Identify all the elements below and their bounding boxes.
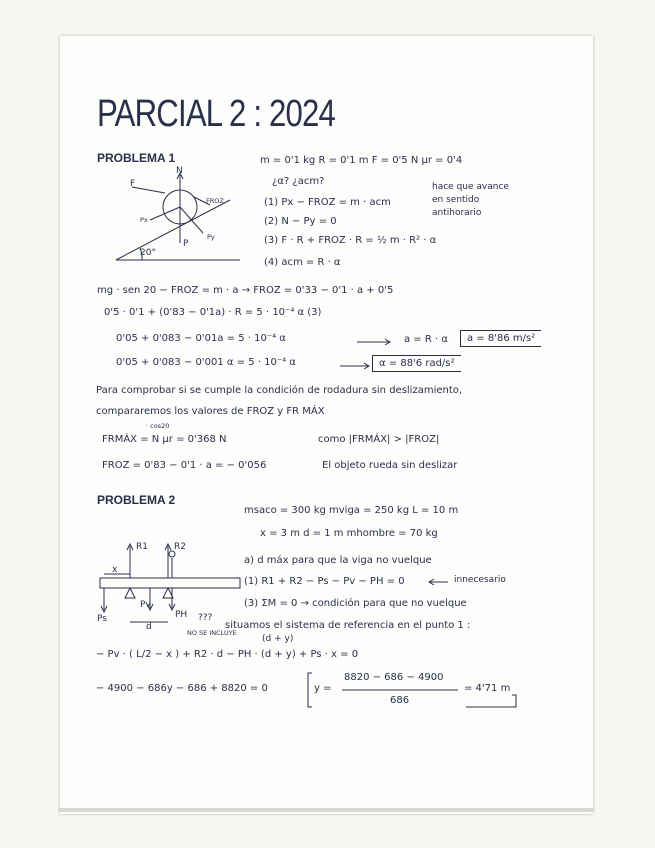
result-box (306, 671, 522, 711)
work-line-2: 0'5 · 0'1 + (0'83 − 0'1a) · R = 5 · 10⁻⁴ α (3) (104, 307, 322, 318)
direction-note-line2: en sentido (432, 195, 480, 205)
y-label: y = (314, 683, 332, 694)
label-d: d (146, 622, 152, 632)
implies-arrow-1 (357, 337, 397, 347)
margin-note: NO SE INCLUYE (187, 629, 237, 637)
page-shadow-edge (58, 808, 594, 812)
conclusion-line: El objeto rueda sin deslizar (322, 460, 458, 471)
equation-2: (2) N − Py = 0 (264, 216, 337, 227)
direction-note-line1: hace que avance (432, 182, 509, 192)
px-arrow (150, 207, 180, 220)
equation-3: (3) F · R + FROZ · R = ½ m · R² · α (264, 235, 437, 246)
label-ph: PH (175, 610, 188, 620)
label-angle: 20° (140, 248, 156, 258)
problem2-givens-1: msaco = 300 kg mviga = 250 kg L = 10 m (244, 505, 459, 516)
work-line-4: 0'05 + 0'083 − 0'001 α = 5 · 10⁻⁴ α (116, 357, 296, 368)
reference-line: situamos el sistema de referencia en el punto 1 : (225, 620, 471, 631)
result-acceleration: a = 8'86 m/s² (460, 330, 541, 347)
moment-equation: − Pv · ( L/2 − x ) + R2 · d − PH · (d + y) + Ps · x = 0 (96, 649, 359, 660)
work-line-1: mg · sen 20 − FROZ = m · a → FROZ = 0'33 − 0'1 · a + 0'5 (97, 285, 394, 296)
fraction-numerator: 8820 − 686 − 4900 (344, 672, 444, 683)
label-n: N (176, 166, 183, 176)
equilibrium-eq-3: (3) ΣM = 0 → condición para que no vuelque (244, 598, 467, 609)
label-pv: Pv (140, 600, 151, 610)
final-result: = 4'71 m (464, 683, 511, 694)
problem2-heading: PROBLEMA 2 (97, 493, 176, 507)
direction-note-line3: antihorario (432, 208, 482, 218)
label-r1: R1 (136, 542, 148, 552)
py-arrow (180, 207, 203, 233)
equation-4: (4) acm = R · α (264, 257, 341, 268)
fraction-denominator: 686 (390, 695, 410, 706)
problem1-question: ¿α? ¿acm? (272, 176, 325, 187)
equilibrium-eq-1: (1) R1 + R2 − Ps − Pv − PH = 0 (244, 576, 405, 587)
check-line-1: Para comprobar si se cumple la condición de rodadura sin deslizamiento, (96, 385, 463, 396)
beam-diagram (96, 538, 246, 638)
check-line-2: compararemos los valores de FROZ y FR MÁX (96, 406, 325, 417)
problem1-givens: m = 0'1 kg R = 0'1 m F = 0'5 N μr = 0'4 (260, 155, 463, 166)
label-py: Py (207, 233, 215, 241)
problem2-givens-2: x = 3 m d = 1 m mhombre = 70 kg (260, 528, 438, 539)
support-1 (125, 588, 135, 598)
label-ps: Ps (97, 614, 107, 624)
numeric-equation: − 4900 − 686y − 686 + 8820 = 0 (96, 683, 268, 694)
question-marks: ??? (198, 613, 213, 623)
unnecessary-arrow (428, 577, 452, 587)
equation-1: (1) Px − FROZ = m · acm (264, 197, 391, 208)
page-title: PARCIAL 2 : 2024 (97, 93, 336, 135)
work-line-3: 0'05 + 0'083 − 0'01a = 5 · 10⁻⁴ α (116, 333, 286, 344)
force-arrow (132, 187, 165, 193)
unnecessary-note: innecesario (454, 575, 506, 585)
dy-note: (d + y) (262, 634, 294, 644)
problem1-heading: PROBLEMA 1 (97, 151, 176, 165)
label-froz: FROZ (206, 197, 224, 205)
label-p: P (183, 239, 189, 249)
comparison-line: como |FRMÁX| > |FROZ| (318, 434, 440, 445)
label-x: x (112, 565, 118, 575)
beam (100, 578, 240, 588)
relation-a-alpha: a = R · α (404, 334, 448, 345)
cos-note: · cos20 (146, 422, 170, 430)
frmax-line: FRMÁX = N μr = 0'368 N (102, 434, 227, 445)
label-r2: R2 (174, 542, 186, 552)
label-f: F (130, 179, 136, 189)
statement-a: a) d máx para que la viga no vuelque (244, 555, 432, 566)
label-px: Px (140, 216, 148, 224)
result-angular-acceleration: α = 88'6 rad/s² (372, 355, 461, 372)
incline-slope (116, 197, 230, 260)
froz-value-line: FROZ = 0'83 − 0'1 · a = − 0'056 (102, 460, 267, 471)
